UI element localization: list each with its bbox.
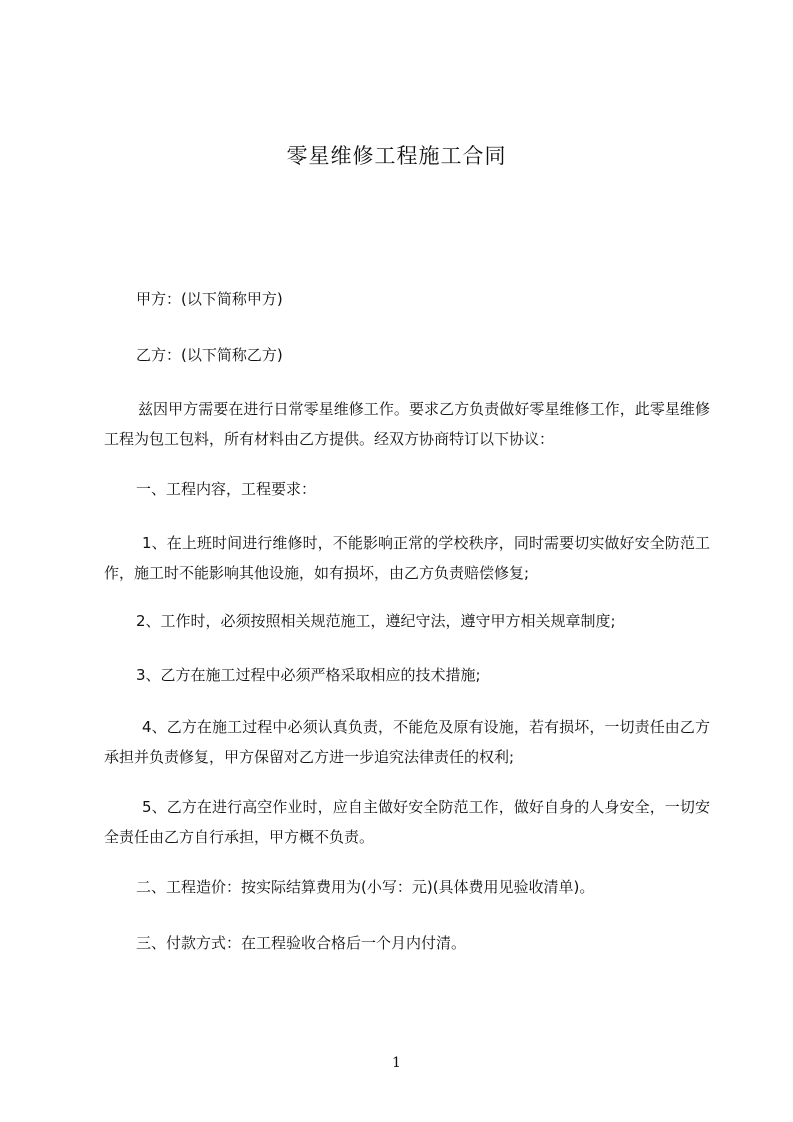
party-b-line: 乙方：(以下简称乙方) [136,346,283,364]
clause-item-4: 4、乙方在施工过程中必须认真负责，不能危及原有设施，若有损坏，一切责任由乙方承担并负责修复，甲方保留对乙方进一步追究法律责任的权利; [104,718,710,766]
party-a-line: 甲方：(以下简称甲方) [136,290,283,308]
section-3-payment: 三、付款方式：在工程验收合格后一个月内付清。 [136,934,467,952]
section-1-heading: 一、工程内容，工程要求： [136,480,317,498]
clause-item-5: 5、乙方在进行高空作业时，应自主做好安全防范工作，做好自身的人身安全，一切安全责任由乙方自行承担，甲方概不负责。 [104,798,710,846]
section-2-cost: 二、工程造价：按实际结算费用为(小写：元)(具体费用见验收清单)。 [136,878,595,896]
clause-item-1: 1、在上班时间进行维修时，不能影响正常的学校秩序，同时需要切实做好安全防范工作，施工时不能影响其他设施，如有损坏，由乙方负责赔偿修复; [104,534,710,582]
clause-item-3: 3、乙方在施工过程中必须严格采取相应的技术措施; [136,666,481,684]
page-number: 1 [392,1055,401,1071]
intro-paragraph: 兹因甲方需要在进行日常零星维修工作。要求乙方负责做好零星维修工作，此零星维修工程为包工包料，所有材料由乙方提供。经双方协商特订以下协议： [104,400,710,448]
clause-item-2: 2、工作时，必须按照相关规范施工，遵纪守法，遵守甲方相关规章制度; [136,612,616,630]
document-title: 零星维修工程施工合同 [286,144,507,168]
